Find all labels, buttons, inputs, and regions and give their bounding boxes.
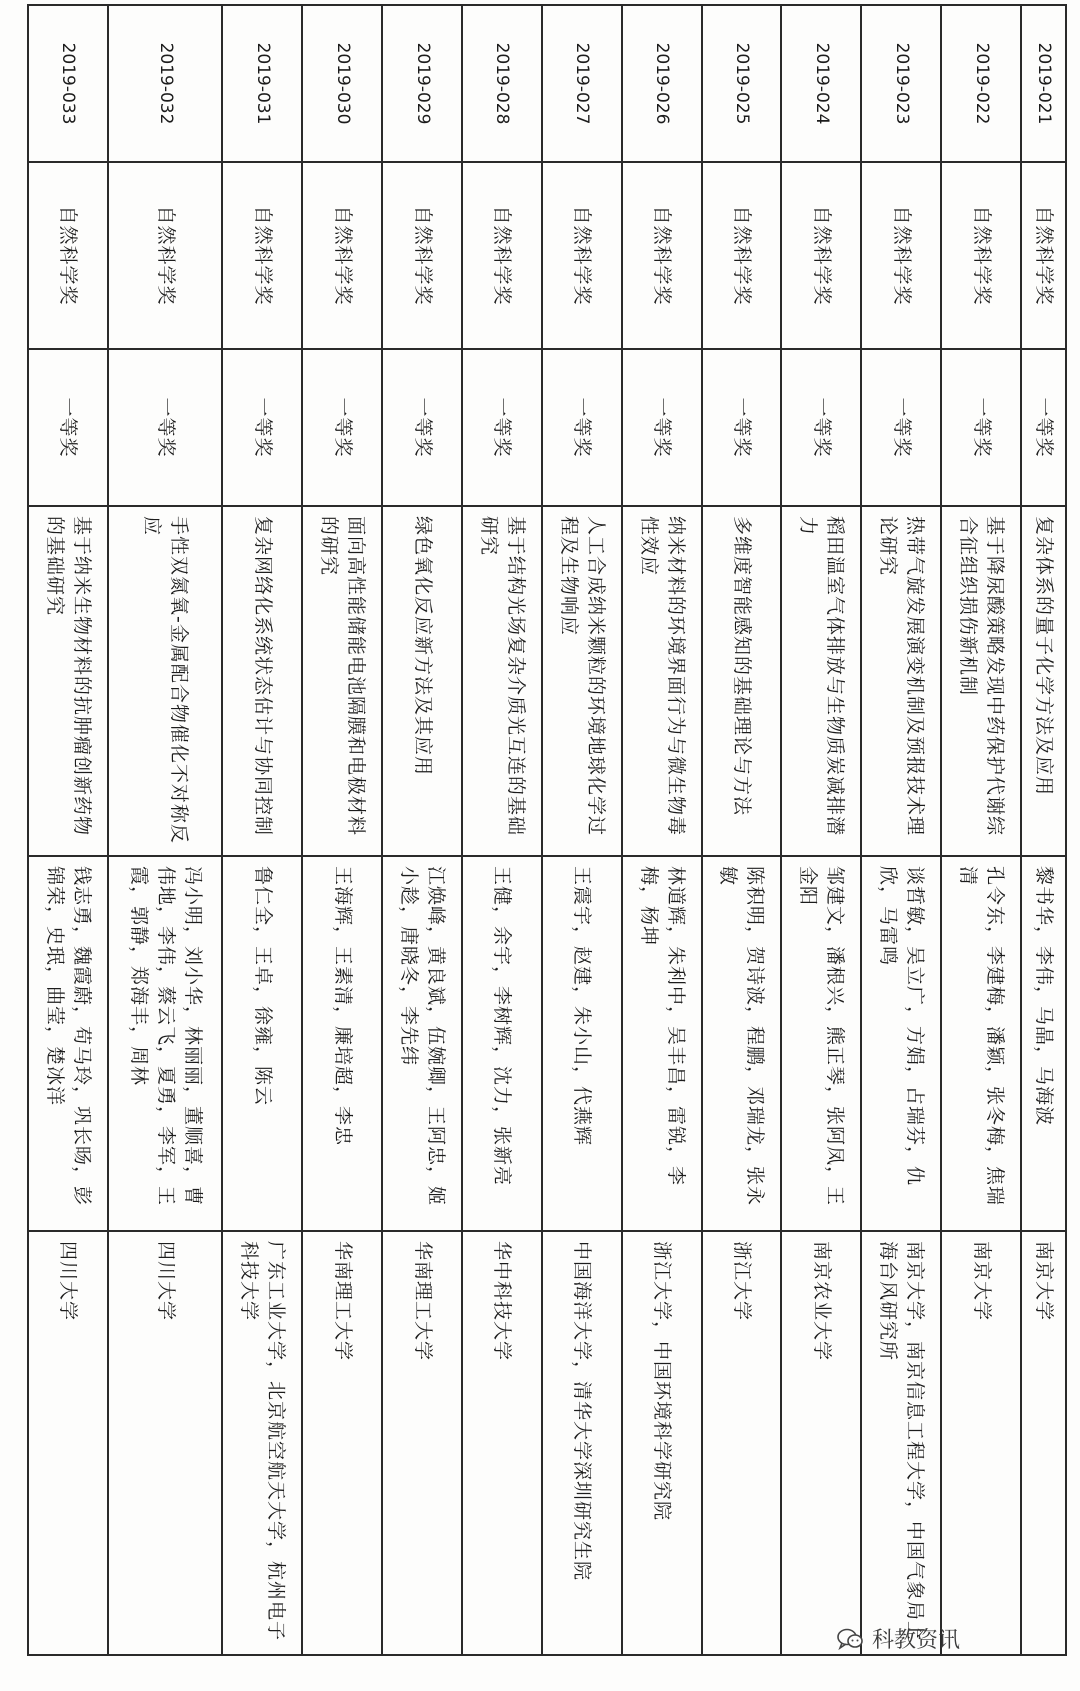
project-title-cell: 复杂网络化系统状态估计与协同控制 <box>223 506 303 856</box>
project-title-cell: 纳米材料的环境界面行为与微生物毒性效应 <box>622 506 702 856</box>
organizations-cell: 华南理工大学 <box>302 1231 382 1655</box>
award-grade-cell: 一等奖 <box>542 349 622 506</box>
award-grade-cell: 一等奖 <box>462 349 542 506</box>
awards-table <box>27 4 1067 1656</box>
award-category-cell: 自然科学奖 <box>302 162 382 349</box>
organizations-cell: 南京大学 <box>1021 1231 1066 1655</box>
award-winners-cell: 陈积明，贺诗波，程鹏，邓瑞龙，张永敏 <box>702 856 782 1231</box>
project-title-cell: 多维度智能感知的基础理论与方法 <box>702 506 782 856</box>
organizations-cell: 四川大学 <box>28 1231 108 1655</box>
organizations-cell: 南京农业大学 <box>781 1231 861 1655</box>
organizations-cell: 华南理工大学 <box>382 1231 462 1655</box>
project-title-cell: 面向高性能储能电池隔膜和电极材料的研究 <box>302 506 382 856</box>
table-row <box>702 5 782 1655</box>
project-title-cell: 基于纳米生物材料的抗肿瘤创新药物的基础研究 <box>28 506 108 856</box>
wechat-bubble-icon <box>836 1627 864 1651</box>
project-title-cell: 人工合成纳米颗粒的环境地球化学过程及生物响应 <box>542 506 622 856</box>
table-row <box>302 5 382 1655</box>
award-grade-cell: 一等奖 <box>108 349 223 506</box>
award-winners-cell: 黎书华，李伟，马晶，马海波 <box>1021 856 1066 1231</box>
table-row <box>542 5 622 1655</box>
table-row <box>382 5 462 1655</box>
organizations-cell: 广东工业大学，北京航空航天大学，杭州电子科技大学 <box>223 1231 303 1655</box>
award-winners-cell: 江焕峰，黄良斌，伍婉卿，王阿忠，姬小趁，唐晓冬，李先纬 <box>382 856 462 1231</box>
record-id-cell: 2019-031 <box>223 5 303 162</box>
award-category-cell: 自然科学奖 <box>861 162 941 349</box>
watermark-text: 科教资讯 <box>872 1628 961 1653</box>
award-grade-cell: 一等奖 <box>941 349 1021 506</box>
table-row <box>941 5 1021 1655</box>
award-winners-cell: 王震宇，赵建，朱小山，代燕辉 <box>542 856 622 1231</box>
project-title-cell: 手性双氮氧-金属配合物催化不对称反应 <box>108 506 223 856</box>
project-title-cell: 热带气旋发展演变机制及预报技术理论研究 <box>861 506 941 856</box>
award-winners-cell: 钱志勇，魏霞蔚，苟马玲，巩长旸，彭锦荣，史珉，曲莹，楚冰洋 <box>28 856 108 1231</box>
award-winners-cell: 林道辉，朱利中，吴丰昌，雷锐，李梅，杨坤 <box>622 856 702 1231</box>
table-row <box>462 5 542 1655</box>
award-category-cell: 自然科学奖 <box>622 162 702 349</box>
award-category-cell: 自然科学奖 <box>462 162 542 349</box>
project-title-cell: 复杂体系的量子化学方法及应用 <box>1021 506 1066 856</box>
award-grade-cell: 一等奖 <box>781 349 861 506</box>
award-winners-cell: 王健，余宇，李树辉，沈力，张新亮 <box>462 856 542 1231</box>
project-title-cell: 基于结构光场复杂介质光互连的基础研究 <box>462 506 542 856</box>
record-id-cell: 2019-030 <box>302 5 382 162</box>
award-winners-cell: 冯小明，刘小华，林丽丽，董顺喜，曹伟地，李伟，蔡云飞，夏勇，李军，王霞，郭静，郑海丰，周林 <box>108 856 223 1231</box>
organizations-cell: 中国海洋大学，清华大学深圳研究生院 <box>542 1231 622 1655</box>
organizations-cell: 南京大学，南京信息工程大学，中国气象局上海台风研究所 <box>861 1231 941 1655</box>
table-row <box>622 5 702 1655</box>
award-grade-cell: 一等奖 <box>382 349 462 506</box>
table-row <box>861 5 941 1655</box>
award-grade-cell: 一等奖 <box>223 349 303 506</box>
record-id-cell: 2019-033 <box>28 5 108 162</box>
project-title-cell: 基于降尿酸策略发现中药保护代谢综合征组织损伤新机制 <box>941 506 1021 856</box>
award-category-cell: 自然科学奖 <box>108 162 223 349</box>
record-id-cell: 2019-024 <box>781 5 861 162</box>
award-category-cell: 自然科学奖 <box>941 162 1021 349</box>
award-category-cell: 自然科学奖 <box>223 162 303 349</box>
record-id-cell: 2019-029 <box>382 5 462 162</box>
record-id-cell: 2019-027 <box>542 5 622 162</box>
table-row <box>108 5 223 1655</box>
project-title-cell: 稻田温室气体排放与生物质炭减排潜力 <box>781 506 861 856</box>
award-grade-cell: 一等奖 <box>702 349 782 506</box>
record-id-cell: 2019-028 <box>462 5 542 162</box>
record-id-cell: 2019-023 <box>861 5 941 162</box>
table-row <box>1021 5 1066 1655</box>
award-winners-cell: 鲁仁全，王卓，徐雍，陈云 <box>223 856 303 1231</box>
award-category-cell: 自然科学奖 <box>28 162 108 349</box>
organizations-cell: 浙江大学 <box>702 1231 782 1655</box>
award-winners-cell: 谈哲敏，吴立广，方娟，占瑞芬，仇欣，马雷鸣 <box>861 856 941 1231</box>
record-id-cell: 2019-025 <box>702 5 782 162</box>
table-row <box>223 5 303 1655</box>
organizations-cell: 四川大学 <box>108 1231 223 1655</box>
award-category-cell: 自然科学奖 <box>382 162 462 349</box>
record-id-cell: 2019-021 <box>1021 5 1066 162</box>
award-category-cell: 自然科学奖 <box>781 162 861 349</box>
award-grade-cell: 一等奖 <box>622 349 702 506</box>
award-grade-cell: 一等奖 <box>861 349 941 506</box>
project-title-cell: 绿色氧化反应新方法及其应用 <box>382 506 462 856</box>
award-category-cell: 自然科学奖 <box>1021 162 1066 349</box>
award-category-cell: 自然科学奖 <box>702 162 782 349</box>
award-grade-cell: 一等奖 <box>28 349 108 506</box>
table-row <box>781 5 861 1655</box>
award-grade-cell: 一等奖 <box>1021 349 1066 506</box>
record-id-cell: 2019-032 <box>108 5 223 162</box>
organizations-cell: 浙江大学，中国环境科学研究院 <box>622 1231 702 1655</box>
award-grade-cell: 一等奖 <box>302 349 382 506</box>
organizations-cell: 华中科技大学 <box>462 1231 542 1655</box>
record-id-cell: 2019-026 <box>622 5 702 162</box>
record-id-cell: 2019-022 <box>941 5 1021 162</box>
award-winners-cell: 孔令东，李建梅，潘颖，张冬梅，焦瑞清 <box>941 856 1021 1231</box>
organizations-cell: 南京大学 <box>941 1231 1021 1655</box>
award-winners-cell: 王海辉，王素清，廉培超，李忠 <box>302 856 382 1231</box>
table-row <box>28 5 108 1655</box>
watermark <box>836 1623 960 1654</box>
award-winners-cell: 邹建文，潘根兴，熊正琴，张阿凤，王金阳 <box>781 856 861 1231</box>
award-category-cell: 自然科学奖 <box>542 162 622 349</box>
